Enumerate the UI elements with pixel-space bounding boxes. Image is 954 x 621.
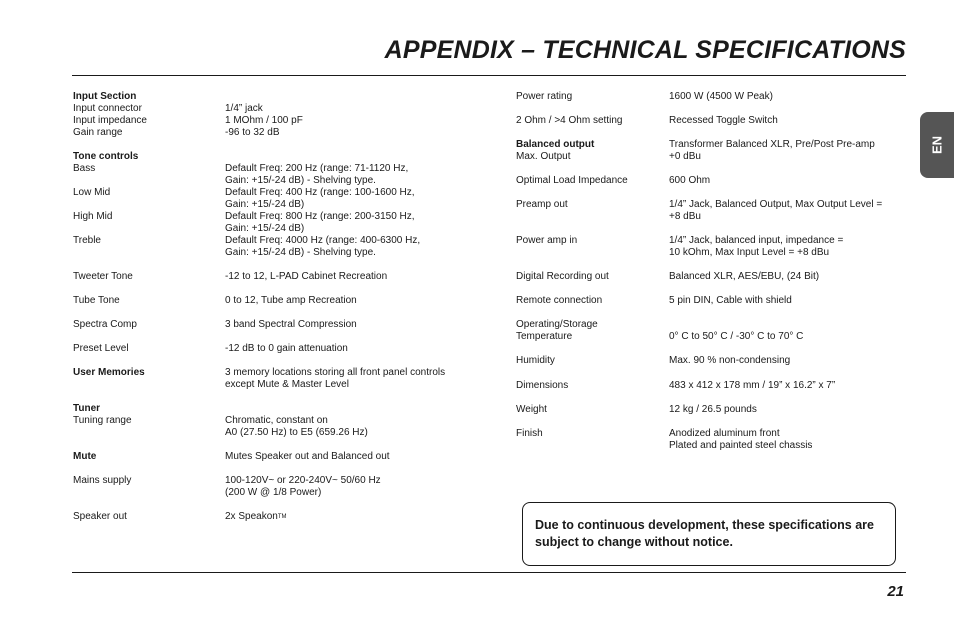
spec-value-cont: Gain: +15/-24 dB) - Shelving type. — [225, 175, 376, 186]
language-tab-label: EN — [929, 135, 945, 155]
spec-value: Max. 90 % non-condensing — [669, 355, 791, 366]
spec-value: 1/4” Jack, balanced input, impedance = — [669, 235, 844, 246]
spec-row-power-amp-in — [516, 235, 906, 259]
spec-value: Default Freq: 400 Hz (range: 100-1600 Hz, — [225, 187, 415, 198]
spec-label: Low Mid — [73, 187, 111, 198]
spec-row-tweeter-tone — [73, 271, 493, 283]
spec-value: Default Freq: 200 Hz (range: 71-1120 Hz, — [225, 163, 409, 174]
spec-value: 3 band Spectral Compression — [225, 319, 357, 330]
spec-row-speaker-out — [73, 511, 493, 523]
spec-row-mute — [73, 451, 493, 463]
spec-row-power-rating — [516, 91, 906, 103]
spec-row-treble — [73, 235, 493, 259]
spec-label: Operating/Storage — [516, 319, 598, 330]
page-title: APPENDIX – TECHNICAL SPECIFICATIONS — [384, 36, 906, 64]
spec-label: Bass — [73, 163, 96, 174]
spec-row-preamp-out — [516, 199, 906, 223]
spec-row-low-mid — [73, 187, 493, 211]
spec-row-optimal-load — [516, 175, 906, 187]
header-rule — [72, 75, 906, 76]
section-heading-input: Input Section — [73, 91, 137, 102]
spec-value: Balanced XLR, AES/EBU, (24 Bit) — [669, 271, 820, 282]
page-number: 21 — [887, 583, 904, 600]
spec-value-cont: Gain: +15/-24 dB) - Shelving type. — [225, 247, 376, 258]
spec-label-cont: Temperature — [516, 331, 573, 342]
spec-value: Anodized aluminum front — [669, 428, 780, 439]
spec-label: Dimensions — [516, 380, 569, 391]
spec-value: Mutes Speaker out and Balanced out — [225, 451, 390, 462]
spec-row-ohm-setting — [516, 115, 906, 127]
spec-label: Mute — [73, 451, 97, 462]
spec-label: Input impedance — [73, 115, 147, 126]
spec-row-bass — [73, 163, 493, 187]
trademark-mark: TM — [277, 514, 287, 520]
spec-label: Mains supply — [73, 475, 132, 486]
spec-value-cont: +8 dBu — [669, 211, 701, 222]
spec-label: Finish — [516, 428, 543, 439]
spec-value: 3 memory locations storing all front panel controls — [225, 367, 446, 378]
spec-row-humidity — [516, 355, 906, 367]
spec-row-balanced-output — [516, 139, 906, 151]
spec-value: 5 pin DIN, Cable with shield — [669, 295, 792, 306]
spec-value-cont: Gain: +15/-24 dB) — [225, 199, 305, 210]
spec-row-tuning-range — [73, 415, 493, 439]
spec-value: 1/4” Jack, Balanced Output, Max Output Level = — [669, 199, 883, 210]
spec-label: Preamp out — [516, 199, 568, 210]
spec-value: Default Freq: 4000 Hz (range: 400-6300 Hz, — [225, 235, 421, 246]
spec-label: Power rating — [516, 91, 573, 102]
section-heading-tone: Tone controls — [73, 151, 139, 162]
spec-row-input-impedance — [73, 115, 493, 127]
spec-value-cont: Gain: +15/-24 dB) — [225, 223, 305, 234]
spec-value: 12 kg / 26.5 pounds — [669, 404, 757, 415]
spec-row-max-output — [516, 151, 906, 163]
spec-row-dimensions — [516, 380, 906, 392]
spec-row-finish — [516, 428, 906, 452]
section-heading-tuner: Tuner — [73, 403, 101, 414]
spec-label: Speaker out — [73, 511, 127, 522]
spec-row-operating-storage — [516, 319, 906, 343]
spec-row-mains-supply — [73, 475, 493, 499]
spec-row-digital-recording-out — [516, 271, 906, 283]
spec-label: Balanced output — [516, 139, 595, 150]
spec-row-remote-connection — [516, 295, 906, 307]
spec-value: -12 dB to 0 gain attenuation — [225, 343, 348, 354]
notice-box — [522, 502, 896, 566]
spec-label: Digital Recording out — [516, 271, 609, 282]
spec-row-high-mid — [73, 211, 493, 235]
spec-value-cont: except Mute & Master Level — [225, 379, 349, 390]
spec-label: Humidity — [516, 355, 555, 366]
spec-label: Tuning range — [73, 415, 132, 426]
spec-label: Optimal Load Impedance — [516, 175, 628, 186]
spec-value: Transformer Balanced XLR, Pre/Post Pre-amp — [669, 139, 875, 150]
spec-row-tube-tone — [73, 295, 493, 307]
spec-value: +0 dBu — [669, 151, 701, 162]
notice-text: Due to continuous development, these specifications are subject to change without notice. — [535, 518, 874, 549]
spec-value: Chromatic, constant on — [225, 415, 328, 426]
spec-value: 1/4” jack — [225, 103, 263, 114]
spec-label: User Memories — [73, 367, 145, 378]
spec-column-right — [516, 91, 906, 452]
spec-value: 0° C to 50° C / -30° C to 70° C — [669, 331, 804, 342]
spec-label: Input connector — [73, 103, 142, 114]
spec-value: 1600 W (4500 W Peak) — [669, 91, 773, 102]
spec-label: Power amp in — [516, 235, 578, 246]
spec-label: Weight — [516, 404, 547, 415]
spec-value-cont: 10 kOhm, Max Input Level = +8 dBu — [669, 247, 830, 258]
spec-value-cont: Plated and painted steel chassis — [669, 440, 813, 451]
spec-row-weight — [516, 404, 906, 416]
language-tab — [920, 112, 954, 178]
spec-label: Remote connection — [516, 295, 603, 306]
speakon-text: 2x Speakon — [225, 511, 278, 522]
spec-value: 600 Ohm — [669, 175, 711, 186]
spec-value: Default Freq: 800 Hz (range: 200-3150 Hz, — [225, 211, 415, 222]
spec-label: Treble — [73, 235, 101, 246]
spec-value-cont: A0 (27.50 Hz) to E5 (659.26 Hz) — [225, 427, 368, 438]
spec-label: Tube Tone — [73, 295, 120, 306]
spec-label: Preset Level — [73, 343, 129, 354]
spec-label: Spectra Comp — [73, 319, 137, 330]
spec-value-cont: (200 W @ 1/8 Power) — [225, 487, 322, 498]
spec-value: -96 to 32 dB — [225, 127, 280, 138]
spec-row-preset-level — [73, 343, 493, 355]
spec-label: 2 Ohm / >4 Ohm setting — [516, 115, 623, 126]
spec-value: 1 MOhm / 100 pF — [225, 115, 303, 126]
footer-rule — [72, 572, 906, 573]
spec-value: 0 to 12, Tube amp Recreation — [225, 295, 357, 306]
spec-value: 483 x 412 x 178 mm / 19” x 16.2” x 7” — [669, 380, 836, 391]
spec-value: 100-120V~ or 220-240V~ 50/60 Hz — [225, 475, 381, 486]
spec-label: Tweeter Tone — [73, 271, 133, 282]
spec-label: High Mid — [73, 211, 113, 222]
spec-label: Gain range — [73, 127, 123, 138]
spec-column-left — [73, 91, 493, 523]
spec-row-spectra-comp — [73, 319, 493, 331]
spec-row-gain-range — [73, 127, 493, 139]
spec-value: -12 to 12, L-PAD Cabinet Recreation — [225, 271, 388, 282]
spec-row-input-connector — [73, 103, 493, 115]
spec-value — [225, 511, 493, 523]
spec-value: Recessed Toggle Switch — [669, 115, 778, 126]
spec-label: Max. Output — [516, 151, 571, 162]
spec-row-user-memories — [73, 367, 493, 391]
